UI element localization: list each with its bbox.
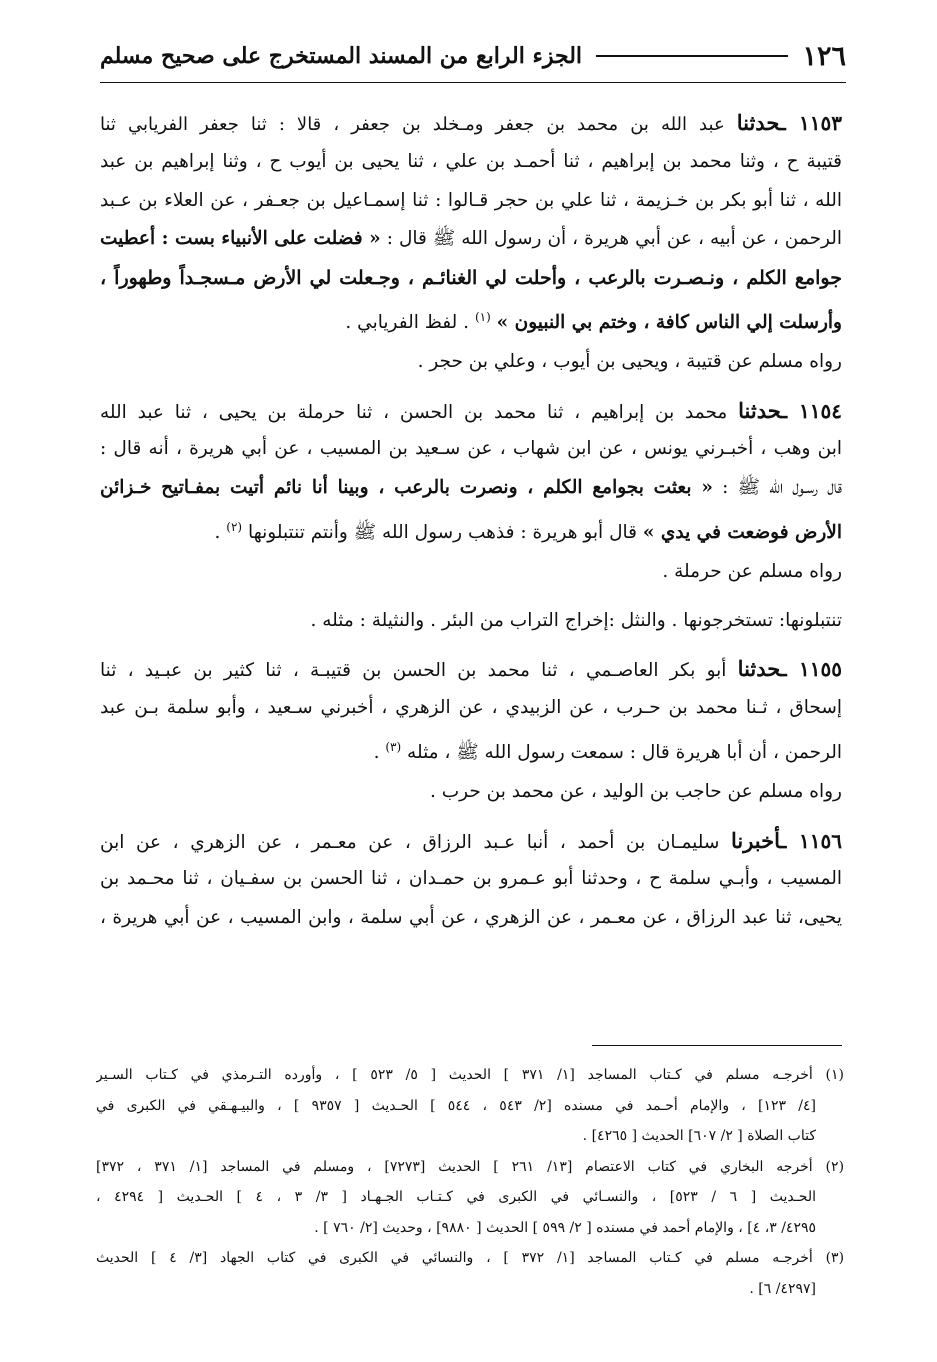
prophetic-text: الأرض فوضعت في يدي »	[642, 522, 842, 544]
transmission-note: رواه مسلم عن قتيبة ، ويحيى بن أيوب ، وعلي بن حجر .	[417, 350, 842, 372]
transmission-note: رواه مسلم عن حرملة .	[662, 560, 842, 582]
prophetic-text: « بعثت بجوامع الكلم ، ونصرت بالرعب ، وبينا أنا نائم أتيت بمفـاتيح خـزائن	[100, 477, 713, 499]
hadith-1154	[100, 392, 842, 641]
line-text: عبد الله بن محمد بن جعفر ومـخلد بن جعفر ، قالا : ثنا جعفر الفريابي ثنا	[100, 114, 737, 135]
prophetic-text: وأرسلت إلي الناس كافة ، وختم بي النبيون »	[496, 312, 842, 334]
text-line: يحيى، ثنا عبد الرزاق ، عن معـمر ، عن الزهري ، عن أبي سلمة ، وابن المسيب ، عن أبي هريرة ،	[100, 907, 842, 929]
line-text: . لفظ الفريابي .	[345, 312, 475, 334]
text-line	[100, 469, 842, 508]
hadith-number: ١١٥٤ ـ	[781, 398, 842, 423]
header-rule	[596, 55, 788, 57]
main-text	[100, 104, 842, 948]
footnote-divider	[592, 1045, 842, 1046]
prophetic-text: « فضلت على الأنبياء بست : أعطيت	[100, 228, 381, 250]
line-text: قال أبو هريرة : فذهب رسول الله ﷺ وأنتم تنتبلونها	[247, 522, 643, 544]
footnote-marker[interactable]: (٣)	[385, 739, 402, 754]
text-line	[100, 728, 842, 767]
prophetic-text-line: جوامع الكلم ، ونـصـرت بالرعب ، وأحلت لي الغنائـم ، وجـعلت لي الأرض مـسجـداً وطهوراً ،	[100, 267, 842, 290]
footnote-1	[96, 1060, 844, 1152]
line-text: سليمـان بن أحمد ، أنبا عـبد الرزاق ، عن معـمر ، عن الزهري ، عن ابن	[100, 831, 731, 853]
line-text: قال رسـول الله ﷺ :	[712, 477, 842, 499]
hadith-number: ١١٥٦ ـ	[780, 828, 842, 853]
line-text: الرحمن ، أن أبا هريرة قال : سمعت رسول الله ﷺ ، مثله	[407, 742, 842, 764]
footnote-2	[96, 1152, 844, 1244]
text-line	[100, 298, 842, 337]
text-line: ابن وهب ، أخبـرني يونس ، عن ابن شهاب ، عن سـعيد بن المسيب ، عن أبي هريرة ، أنه قال :	[100, 438, 842, 460]
line-text: .	[214, 522, 227, 544]
footnote-3	[96, 1243, 844, 1304]
footnote-line: الحـديث [ ٦ / ٥٢٣] ، والنسـائي في الكبرى في كـتـاب الجـهـاد [ ٣/ ٣ ، ٤ ] الحـديث [ ٤٢٩٤ ،	[96, 1189, 817, 1205]
line-text: أبو بكر العاصـمي ، ثنا محمد بن الحسن بن قتيبـة ، ثنا كثير بن عبـيد ، ثنا	[100, 660, 738, 682]
text-line	[100, 392, 842, 431]
hadith-1153	[100, 104, 842, 382]
vocabulary-note: تنتبلونها: تستخرجونها . والنثل :إخراج التراب من البئر . والنثيلة : مثله .	[310, 609, 842, 631]
header-divider	[100, 82, 846, 83]
text-line	[100, 508, 842, 547]
footnote-line: كتاب الصلاة [ ٢/ ٦٠٧] الحديث [ ٤٢٦٥] .	[582, 1128, 816, 1144]
hadith-1156	[100, 822, 842, 938]
footnote-line: [٤٢٩٧/ ٦] .	[749, 1280, 816, 1297]
hadith-number: ١١٥٥ ـ	[780, 657, 842, 682]
text-line	[100, 220, 842, 259]
hadith-1155	[100, 650, 842, 811]
footnote-marker[interactable]: (٢)	[226, 519, 243, 534]
line-text: الرحمن ، عن أبيه ، عن أبي هريرة ، أن رسول الله ﷺ قال :	[380, 228, 842, 250]
page-header	[100, 32, 846, 80]
narration-keyword: أخبرنا	[730, 827, 781, 853]
page-number: ١٢٦	[802, 40, 846, 72]
footnote-line: (١) أخرجـه مسلم في كـتاب المساجد [١/ ٣٧١ ] الحديث [ ٥/ ٥٢٣ ] ، وأورده التـرمذي في كـتاب السـير	[96, 1067, 844, 1083]
footnotes	[96, 1060, 844, 1304]
text-line: إسحاق ، ثـنا محمد بن حـرب ، عن الزبيدي ، عن الزهري ، أخبرني سـعيد ، وأبو سلمة بـن عبد	[100, 697, 842, 719]
footnote-marker[interactable]: (١)	[474, 309, 491, 324]
text-line: قتيبة ح ، وثنا محمد بن إبراهيم ، ثنا أحمـد بن علي ، ثنا يحيى بن أيوب ح ، وثنا إبراهيم بن عبد	[100, 150, 842, 172]
footnote-line: (٣) أخرجـه مسلم في كـتاب المساجد [١/ ٣٧٢ ] ، والنسائي في الكبرى في كتاب الجهاد [٣/ ٤ ] الحديث	[96, 1250, 844, 1266]
transmission-note: رواه مسلم عن حاجب بن الوليد ، عن محمد بن حرب .	[429, 780, 842, 802]
text-line	[100, 104, 842, 143]
narration-keyword: حدثنا	[737, 656, 781, 682]
narration-keyword: حدثنا	[736, 110, 780, 135]
hadith-number: ١١٥٣ ـ	[779, 111, 842, 135]
footnote-line: ٤٢٩٥/ ٣، ٤] ، والإمام أحمد في مسنده [ ٢/ ٥٩٩ ] الحديث [ ٩٨٨٠] ، وحديث [٢/ ٧٦٠ ] .	[314, 1219, 816, 1236]
text-line	[100, 650, 842, 689]
text-line: المسيب ، وأبـي سلمة ح ، وحدثنا أبو عـمرو بن حمـدان ، ثنا الحسن بن سفـيان ، ثنا محـمد بن	[100, 868, 842, 890]
running-title: الجزء الرابع من المسند المستخرج على صحيح مسلم	[100, 43, 583, 69]
line-text: محمد بن إبراهيم ، ثنا محمد بن الحسن ، ثنا حرملة بن يحيى ، ثنا عبد الله	[100, 401, 739, 423]
narration-keyword: حدثنا	[738, 397, 782, 423]
text-line	[100, 822, 842, 861]
line-text: .	[373, 742, 386, 764]
footnote-line: (٢) أخرجه البخاري في كتاب الاعتصام [١٣/ ٢٦١ ] الحديث [٧٢٧٣] ، ومسلم في المساجد [١/ ٣٧١ ، ٣٧٢]	[96, 1158, 844, 1175]
footnote-line: [٤/ ١٢٣] ، والإمام أحـمد في مسنده [٢/ ٥٤٣ ، ٥٤٤ ] الحـديث [ ٩٣٥٧ ] ، والبيـهـقي في الكبرى في	[96, 1097, 816, 1114]
text-line: الله ، ثنا أبو بكر بن خـزيمة ، ثنا علي بن حجر قـالوا : ثنا إسمـاعيل بن جعـفر ، عن العلاء بن عـبد	[100, 189, 842, 211]
